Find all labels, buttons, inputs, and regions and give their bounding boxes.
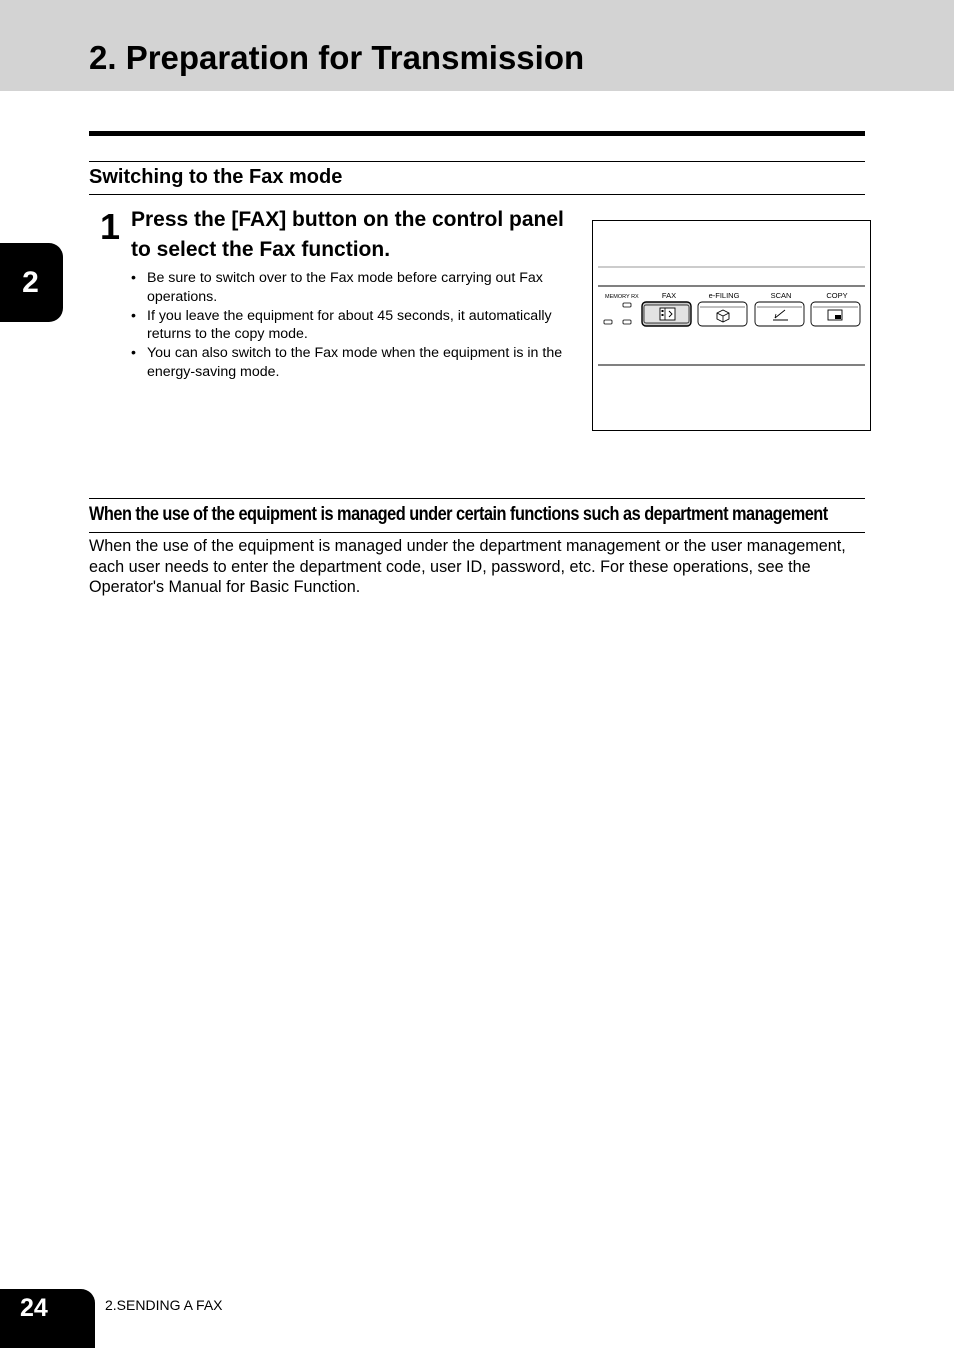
copy-button-label: COPY <box>826 291 848 300</box>
body-paragraph: When the use of the equipment is managed under the department management or the user management, each user needs to enter the department code, user ID, password, etc. For these operations, see the Operator's Manual for Basic Function. <box>89 537 846 597</box>
footer-chapter-label: 2.SENDING A FAX <box>105 1297 223 1313</box>
section-heading-text: When the use of the equipment is managed under certain functions such as department management <box>89 504 828 525</box>
copy-button[interactable] <box>811 291 860 326</box>
memory-rx-label: MEMORY RX <box>605 294 639 300</box>
section-heading-text: Switching to the Fax mode <box>89 166 343 188</box>
indicator-lamp <box>623 320 631 324</box>
page-title: 2. Preparation for Transmission <box>89 39 585 76</box>
e-filing-button[interactable] <box>698 291 747 326</box>
indicator-lamp <box>604 320 612 324</box>
scan-button-label: SCAN <box>770 291 792 300</box>
control-panel-drawing <box>593 221 870 430</box>
fax-icon <box>660 308 675 320</box>
fax-button-label: FAX <box>661 291 677 300</box>
step-number: 1 <box>100 206 121 247</box>
section-heading-department-management <box>89 498 865 533</box>
e-filing-button-label: e-FILING <box>708 291 740 300</box>
note-item: • Be sure to switch over to the Fax mode before carrying out Fax operations. <box>131 269 571 307</box>
note-item: • You can also switch to the Fax mode when the equipment is in the energy-saving mode. <box>131 344 571 382</box>
scan-button[interactable] <box>755 291 804 326</box>
note-item: • If you leave the equipment for about 45 seconds, it automatically returns to the copy mode. <box>131 307 571 345</box>
fax-button[interactable] <box>642 291 691 326</box>
copy-icon <box>828 310 842 320</box>
chapter-tab: 2 <box>0 243 63 322</box>
control-panel-illustration <box>592 220 871 431</box>
heading-rule <box>89 131 865 136</box>
section-heading-fax-mode <box>89 161 865 195</box>
step-notes <box>131 269 571 382</box>
memory-rx-indicator <box>623 303 631 307</box>
step-title: Press the [FAX] button on the control panel to select the Fax function. <box>131 208 564 261</box>
page-number: 24 <box>0 1289 95 1348</box>
